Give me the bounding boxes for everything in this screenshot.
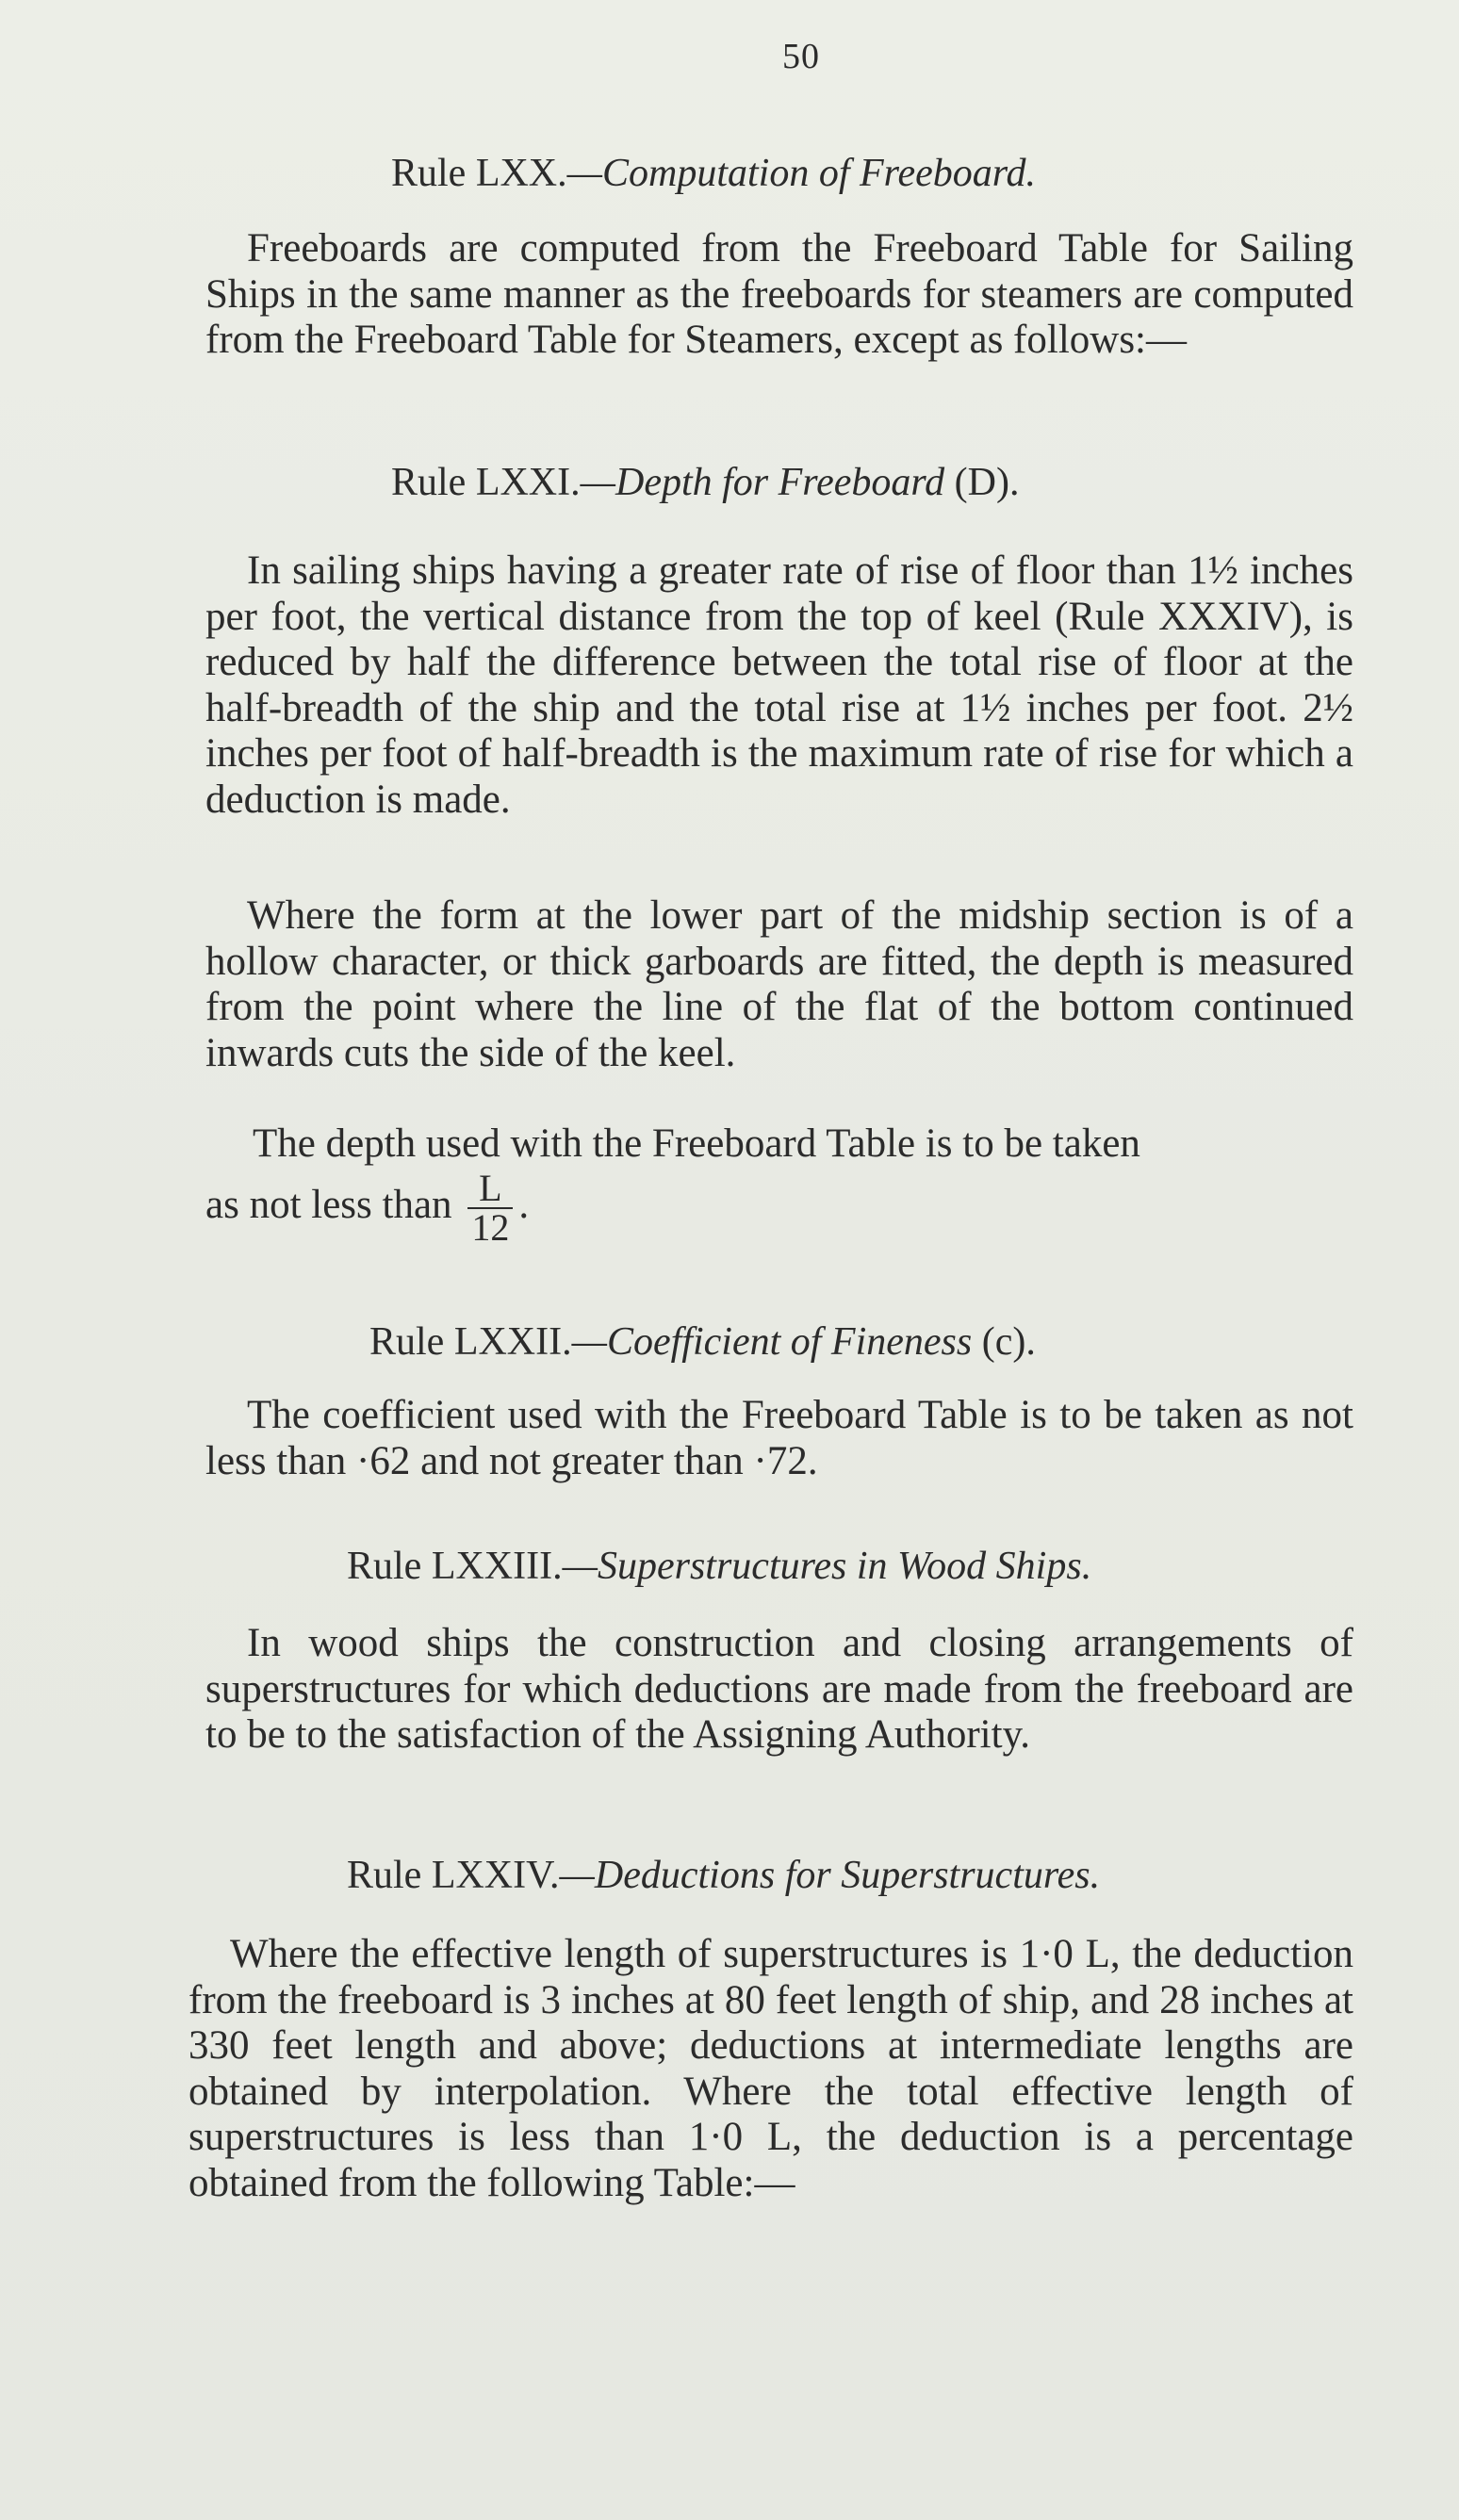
- rule-number: Rule LXXIII.: [347, 1545, 563, 1588]
- page-number: 50: [782, 37, 820, 76]
- fraction-numerator: L: [467, 1170, 513, 1209]
- paragraph: In wood ships the construction and closing arrangements of superstructures for which deductions are made from the freeboard are to be to the satisfaction of the Assigning Authority.: [205, 1621, 1353, 1757]
- rule-title: —Superstructures in Wood Ships.: [562, 1545, 1092, 1588]
- rule-number: Rule LXX.: [391, 152, 567, 195]
- paragraph: The coefficient used with the Freeboard Table is to be taken as not less than ·62 and not greater than ·72.: [205, 1393, 1353, 1483]
- rule-number: Rule LXXII.: [369, 1320, 572, 1364]
- paragraph: Freeboards are computed from the Freeboard Table for Sailing Ships in the same manner as the freeboards for steamers are computed from the Freeboard Table for Steamers, except as follows:—: [205, 226, 1353, 362]
- rule-title: —Computation of Freeboard.: [566, 152, 1037, 195]
- rule-title-suffix: (c).: [972, 1320, 1036, 1364]
- paragraph: Where the form at the lower part of the midship section is of a hollow character, or thick garboards are fitted, the depth is measured from the point where the line of the flat of the bottom continued inwards cuts the side of the keel.: [205, 893, 1353, 1075]
- section-heading-lxxi: [391, 460, 1019, 505]
- depth-paragraph: [205, 1121, 1353, 1247]
- fraction-end: .: [518, 1182, 530, 1227]
- rule-number: Rule LXXIV.: [347, 1854, 560, 1897]
- fraction-l-over-12: [467, 1166, 513, 1249]
- rule-title: —Depth for Freeboard: [580, 461, 945, 504]
- section-heading-lxxiii: [347, 1544, 1091, 1589]
- paragraph: Where the effective length of superstructures is 1·0 L, the deduction from the freeboard is 3 inches at 80 feet length of ship, and 28 inches at 330 feet length and above; deductions at intermediate lengths are obtained by interpolation. Where the total effective length of superstructures is less than 1·0 L, the deduction is a percentage obtained from the following Table:—: [189, 1932, 1353, 2205]
- section-heading-lxxii: [369, 1319, 1036, 1365]
- rule-number: Rule LXXI.: [391, 461, 581, 504]
- rule-title-suffix: (D).: [944, 461, 1020, 504]
- fraction-denominator: 12: [471, 1205, 510, 1249]
- paragraph: In sailing ships having a greater rate of rise of floor than 1½ inches per foot, the vertical distance from the top of keel (Rule XXXIV), is reduced by half the difference between the total rise of floor at the half-breadth of the ship and the total rise at 1½ inches per foot. 2½ inches per foot of half-breadth is the maximum rate of rise for which a deduction is made.: [205, 548, 1353, 822]
- section-heading-lxx: [391, 151, 1036, 196]
- section-heading-lxxiv: [347, 1853, 1100, 1898]
- rule-title: —Deductions for Superstructures.: [559, 1854, 1101, 1897]
- depth-line-2: as not less than: [205, 1182, 452, 1227]
- rule-title: —Coefficient of Fineness: [571, 1320, 973, 1364]
- depth-line-1: The depth used with the Freeboard Table is to be taken: [253, 1121, 1140, 1166]
